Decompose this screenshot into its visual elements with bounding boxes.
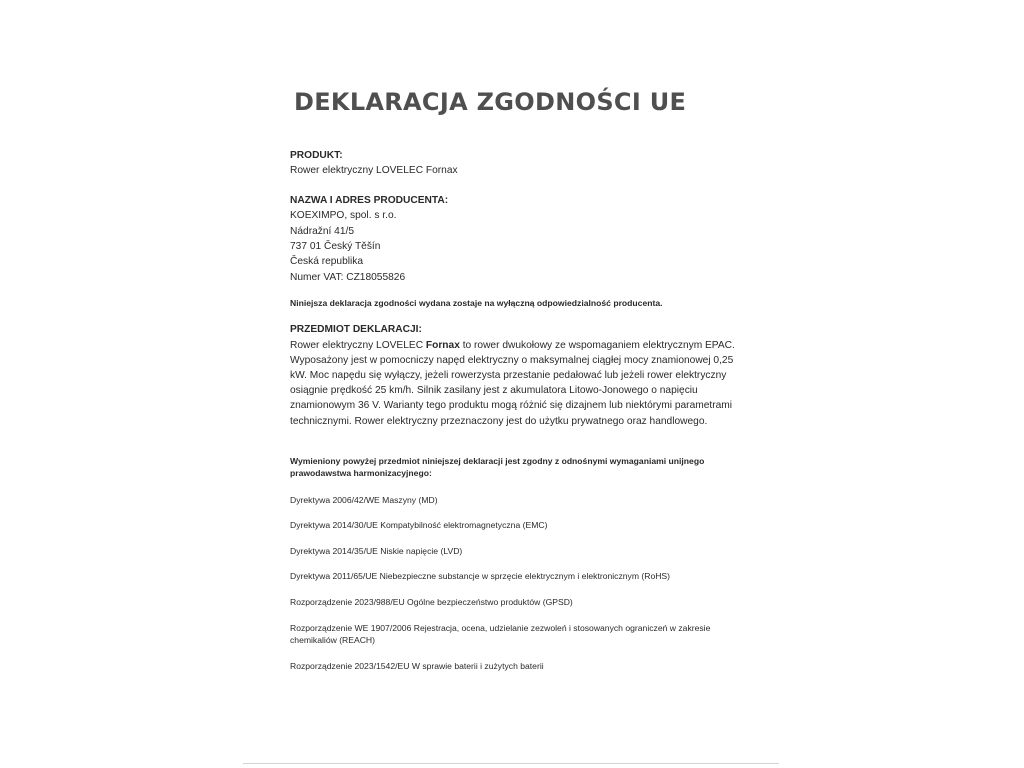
directive-item: Rozporządzenie 2023/1542/EU W sprawie baterii i zużytych baterii [290,660,544,671]
producer-vat: Numer VAT: CZ18055826 [290,271,406,283]
directive-item: Dyrektywa 2011/65/UE Niebezpieczne substancje w sprzęcie elektrycznym i elektronicznym (RoHS) [290,571,671,582]
directives-list [290,494,740,672]
subject-product-name: Fornax [425,339,460,351]
directive-item: Rozporządzenie WE 1907/2006 Rejestracja, ocena, udzielanie zezwoleń i stosowanych ograniczeń w zakresie chemikaliów (REACH) [290,622,711,646]
subject-section [290,322,740,429]
document-body [290,148,740,685]
producer-country: Česká republika [290,256,364,268]
producer-company: KOEXIMPO, spol. s r.o. [290,210,397,222]
subject-text-before: Rower elektryczny LOVELEC [290,339,426,351]
subject-label: PRZEDMIOT DEKLARACJI: [290,324,422,336]
product-value: Rower elektryczny LOVELEC Fornax [290,165,458,177]
page-bottom-divider [243,763,779,764]
compliance-statement: Wymieniony powyżej przedmiot niniejszej deklaracji jest zgodny z odnośnymi wymaganiami unijnego prawodawstwa harmonizacyjnego: [290,455,705,479]
producer-label: NAZWA I ADRES PRODUCENTA: [290,194,449,206]
subject-description [290,338,735,429]
document-title: DEKLARACJA ZGODNOŚCI UE [294,88,687,116]
directive-item: Dyrektywa 2014/35/UE Niskie napięcie (LVD) [290,545,463,556]
producer-section [290,193,740,285]
responsibility-statement: Niniejsza deklaracja zgodności wydana zostaje na wyłączną odpowiedzialność producenta. [290,298,663,309]
directive-item: Dyrektywa 2006/42/WE Maszyny (MD) [290,494,438,505]
directive-item: Rozporządzenie 2023/988/EU Ogólne bezpieczeństwo produktów (GPSD) [290,597,573,608]
producer-city: 737 01 Český Těšín [290,241,381,253]
product-label: PRODUKT: [290,150,343,161]
directive-item: Dyrektywa 2014/30/UE Kompatybilność elektromagnetyczna (EMC) [290,520,548,531]
producer-street: Nádražní 41/5 [290,225,354,237]
product-section [290,148,740,179]
subject-text-after: to rower dwukołowy ze wspomaganiem elektrycznym EPAC. Wyposażony jest w pomocniczy napęd elektryczny o maksymalnej ciągłej mocy znamionowej 0,25 kW. Moc napędu się wyłączy, jeżeli rowerzysta przestanie pedałować lub jeżeli rower elektryczny osiągnie prędkość 25 km/h. Silnik zasilany jest z akumulatora Litowo-Jonowego o napięciu znamionowym 36 V. Warianty tego produktu mogą różnić się dizajnem lub niektórymi parametrami technicznymi. Rower elektryczny przeznaczony jest do użytku prywatnego oraz handlowego. [290,339,735,427]
